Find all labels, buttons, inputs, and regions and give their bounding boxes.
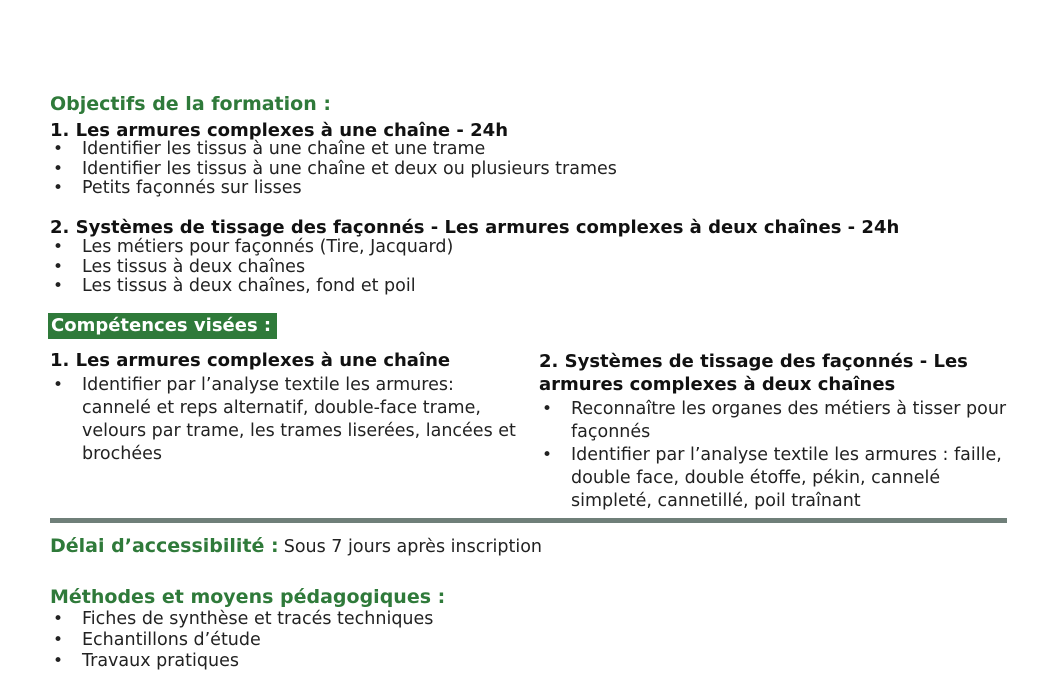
competences-right-title: 2. Systèmes de tissage des façonnés - Les armures complexes à deux chaînes [539,351,968,395]
list-item: • Les tissus à deux chaînes, fond et poil [53,276,416,296]
list-item: • Travaux pratiques [53,651,239,671]
list-item: • Les métiers pour façonnés (Tire, Jacquard) [53,237,454,257]
module1-list [50,140,617,199]
methodes-heading: Méthodes et moyens pédagogiques : [50,586,446,608]
section-divider [50,518,1007,523]
list-item: • Identifier par l’analyse textile les armures : faille, double face, double étoffe, pékin, cannelé simpleté, cannetillé, poil traînant [542,445,1002,511]
competences-left-column [50,350,525,466]
methodes-list [50,609,433,672]
delai-heading: Délai d’accessibilité : [50,535,279,557]
module2-list [50,238,453,297]
objectifs-heading: Objectifs de la formation : [50,93,331,115]
list-item: • Identifier les tissus à une chaîne et deux ou plusieurs trames [53,158,617,179]
competences-left-list [50,374,525,466]
list-item: • Echantillons d’étude [53,630,261,650]
delai-line [50,535,542,557]
competences-left-title: 1. Les armures complexes à une chaîne [50,350,451,371]
competences-right-column [539,350,1009,513]
list-item: • Reconnaître les organes des métiers à tisser pour façonnés [542,399,1007,442]
list-item: • Identifier par l’analyse textile les armures: cannelé et reps alternatif, double-face trame, velours par trame, les trames liserées, lancées et brochées [53,375,516,464]
competences-heading: Compétences visées : [48,313,277,339]
list-item: • Identifier les tissus à une chaîne et une trame [53,139,486,159]
list-item: • Fiches de synthèse et tracés techniques [53,609,434,629]
module2-title: 2. Systèmes de tissage des façonnés - Les armures complexes à deux chaînes - 24h [50,217,900,238]
list-item: • Les tissus à deux chaînes [53,256,306,277]
list-item: • Petits façonnés sur lisses [53,178,302,198]
delai-value: Sous 7 jours après inscription [283,537,543,557]
competences-right-list [539,398,1009,513]
module1-title: 1. Les armures complexes à une chaîne - 24h [50,120,509,141]
